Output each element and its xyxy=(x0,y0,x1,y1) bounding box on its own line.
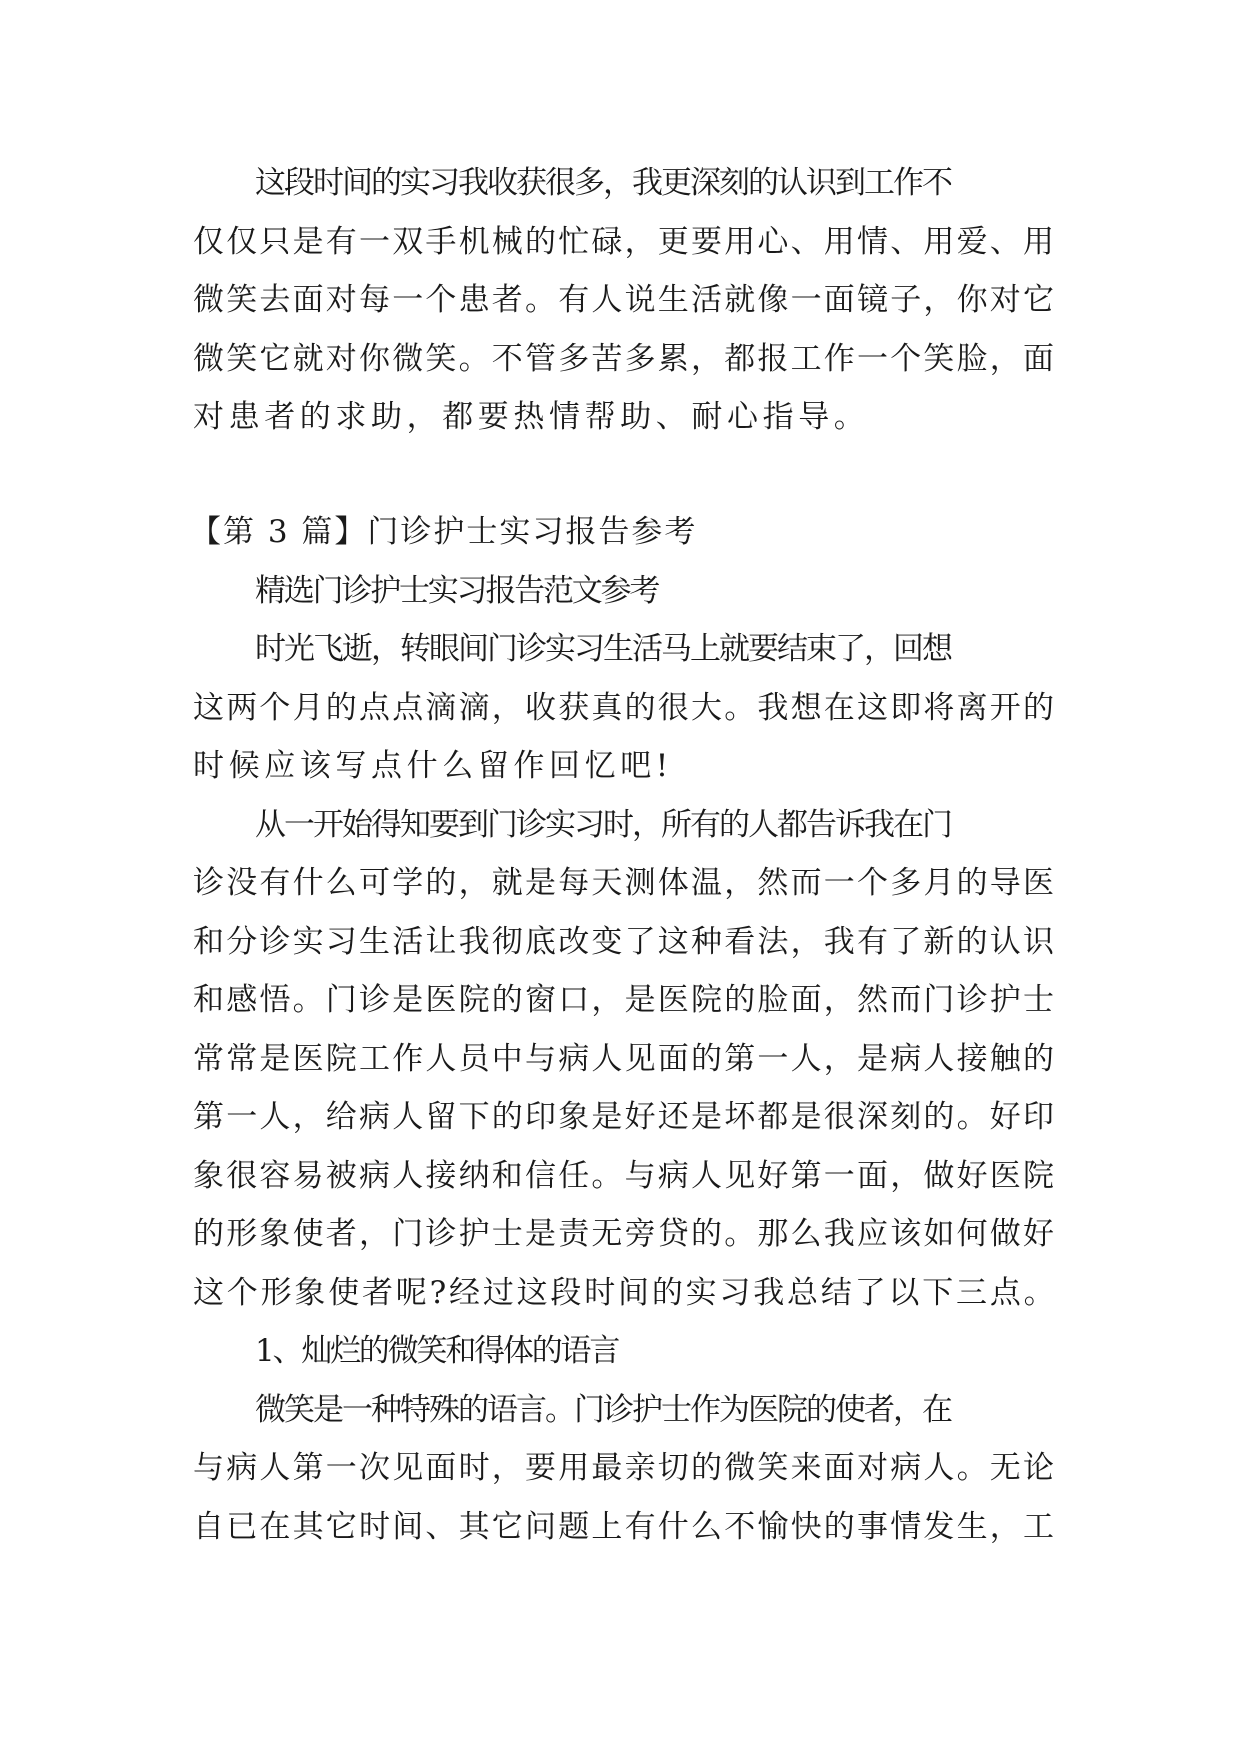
section-heading: 【第 3 篇】门诊护士实习报告参考 xyxy=(190,514,698,550)
paragraph-line: 这段时间的实习我收获很多，我更深刻的认识到工作不 xyxy=(255,165,951,201)
paragraph-line: 常常是医院工作人员中与病人见面的第一人，是病人接触的 xyxy=(193,1041,1057,1077)
paragraph-line: 微笑去面对每一个患者。有人说生活就像一面镜子，你对它 xyxy=(193,282,1057,318)
paragraph-line: 时候应该写点什么留作回忆吧! xyxy=(193,748,673,784)
paragraph-line: 自已在其它时间、其它问题上有什么不愉快的事情发生，工 xyxy=(193,1509,1057,1545)
paragraph-line: 诊没有什么可学的，就是每天测体温，然而一个多月的导医 xyxy=(193,865,1057,901)
section-subtitle: 精选门诊护士实习报告范文参考 xyxy=(255,573,659,609)
paragraph-line: 微笑是一种特殊的语言。门诊护士作为医院的使者，在 xyxy=(255,1392,951,1428)
numbered-subheading: 1、灿烂的微笑和得体的语言 xyxy=(255,1333,619,1369)
paragraph-line: 这两个月的点点滴滴，收获真的很大。我想在这即将离开的 xyxy=(193,690,1057,726)
paragraph-line: 从一开始得知要到门诊实习时，所有的人都告诉我在门 xyxy=(255,807,951,843)
paragraph-line: 的形象使者，门诊护士是责无旁贷的。那么我应该如何做好 xyxy=(193,1216,1057,1252)
paragraph-line: 与病人第一次见面时，要用最亲切的微笑来面对病人。无论 xyxy=(193,1450,1057,1486)
paragraph-line: 第一人，给病人留下的印象是好还是坏都是很深刻的。好印 xyxy=(193,1099,1057,1135)
paragraph-line: 和分诊实习生活让我彻底改变了这种看法，我有了新的认识 xyxy=(193,924,1057,960)
paragraph-line: 时光飞逝，转眼间门诊实习生活马上就要结束了，回想 xyxy=(255,631,951,667)
paragraph-line: 和感悟。门诊是医院的窗口，是医院的脸面，然而门诊护士 xyxy=(193,982,1057,1018)
paragraph-line: 微笑它就对你微笑。不管多苦多累，都报工作一个笑脸，面 xyxy=(193,341,1057,377)
paragraph-line: 象很容易被病人接纳和信任。与病人见好第一面，做好医院 xyxy=(193,1158,1057,1194)
paragraph-line: 对患者的求助，都要热情帮助、耐心指导。 xyxy=(193,399,870,435)
paragraph-line: 这个形象使者呢?经过这段时间的实习我总结了以下三点。 xyxy=(193,1275,1058,1311)
paragraph-line: 仅仅只是有一双手机械的忙碌，更要用心、用情、用爱、用 xyxy=(193,224,1057,260)
